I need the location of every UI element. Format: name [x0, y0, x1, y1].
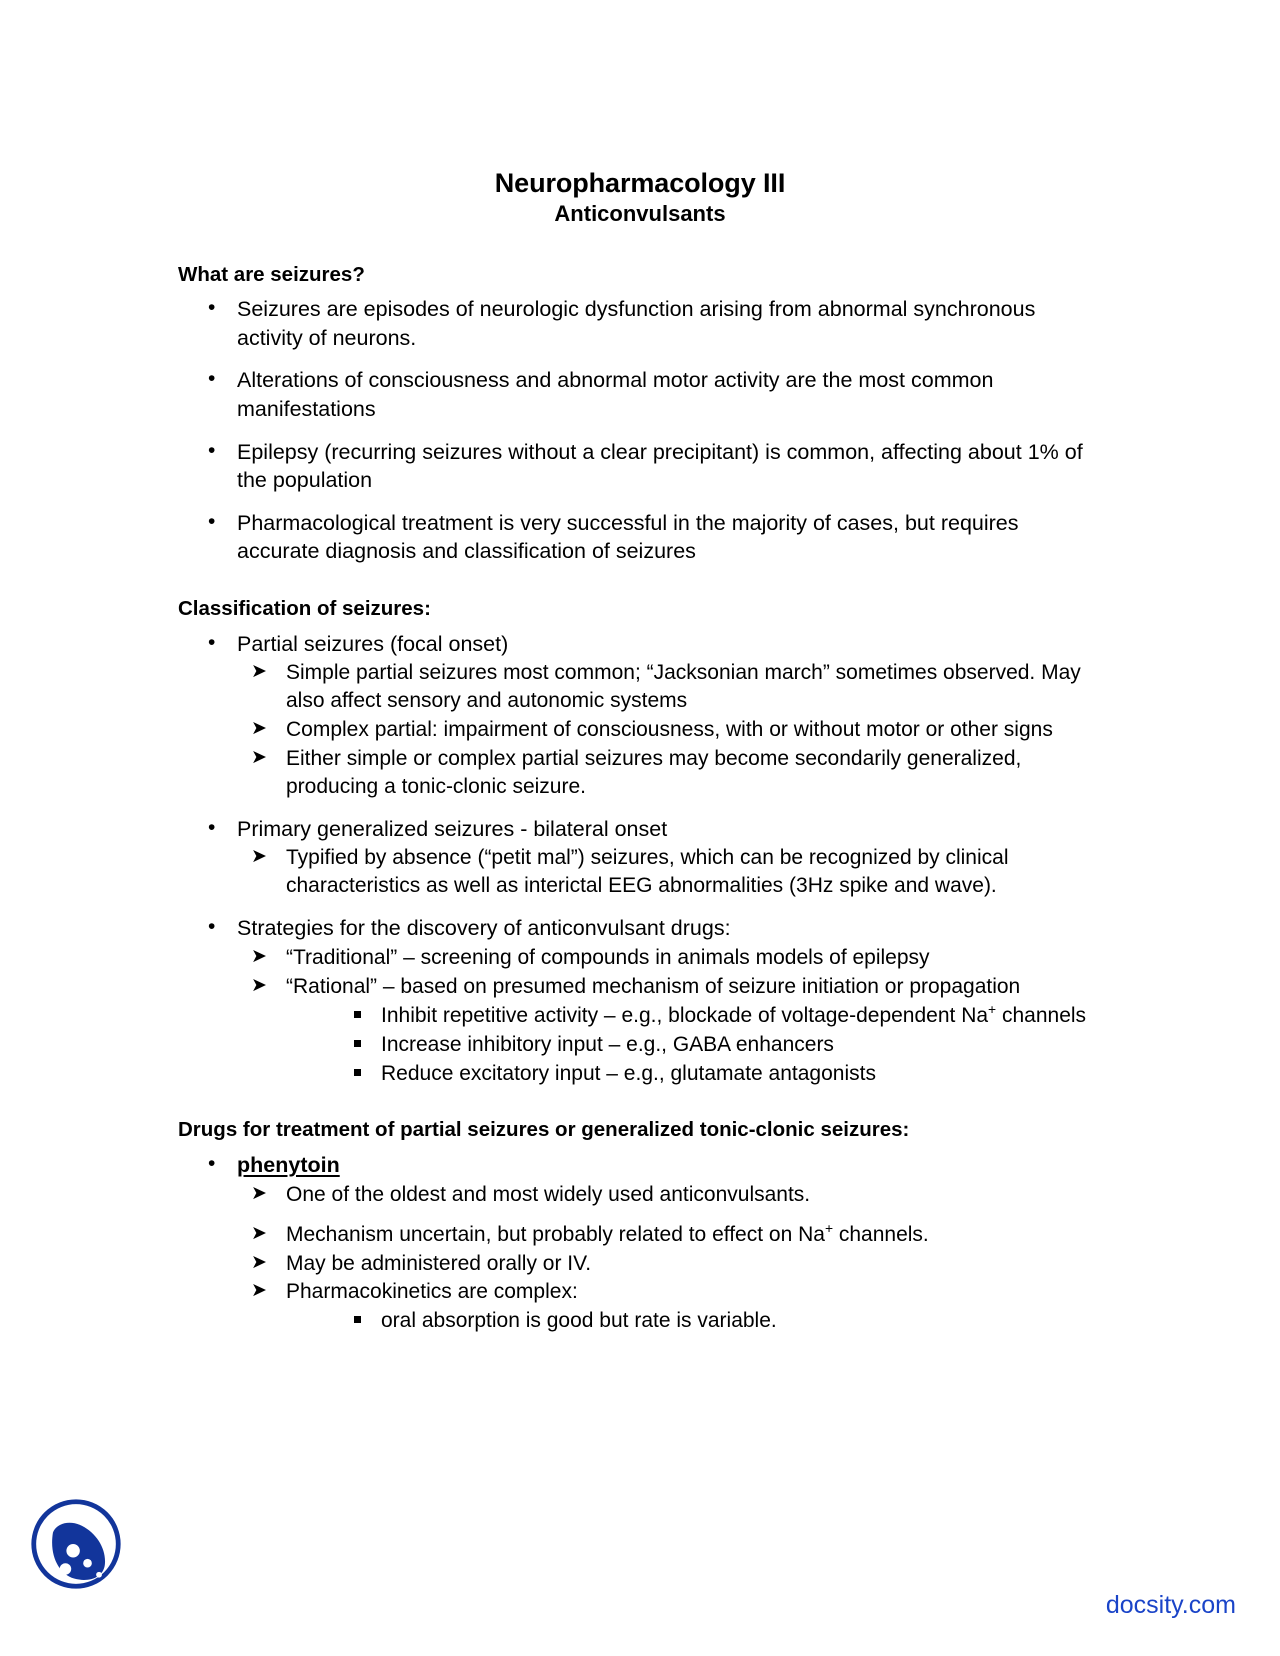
list-item: [286, 1060, 1100, 1088]
round-bullet-icon: •: [208, 296, 216, 320]
list-item: [286, 1031, 1100, 1059]
docsity-logo-icon: [28, 1496, 124, 1592]
arrow-bullet-icon: ➤: [251, 661, 267, 683]
round-bullet-icon: •: [208, 630, 216, 654]
page-title: Neuropharmacology III: [494, 168, 786, 198]
list-item-text: Pharmacological treatment is very successful in the majority of cases, but requires accurate diagnosis and classification of seizures: [237, 510, 1019, 564]
classification-list: [178, 630, 1100, 1088]
list-item-text: Epilepsy (recurring seizures without a clear precipitant) is common, affecting about 1% of the population: [237, 439, 1083, 493]
rational-mechanisms-list: [286, 1002, 1100, 1088]
round-bullet-icon: •: [208, 367, 216, 391]
list-item: [178, 438, 1100, 495]
list-item-text: Either simple or complex partial seizures may become secondarily generalized, producing a tonic-clonic seizure.: [286, 746, 1022, 798]
list-item: [237, 1278, 1100, 1335]
list-item-text: One of the oldest and most widely used anticonvulsants.: [286, 1182, 811, 1206]
list-item-text: Reduce excitatory input – e.g., glutamate antagonists: [381, 1061, 876, 1085]
round-bullet-icon: •: [208, 438, 216, 462]
arrow-bullet-icon: ➤: [251, 1222, 267, 1244]
round-bullet-icon: •: [208, 915, 216, 939]
page-footer: [0, 1446, 1280, 1656]
list-item-text: Seizures are episodes of neurologic dysfunction arising from abnormal synchronous activity of neurons.: [237, 297, 1036, 350]
section-heading-classification: Classification of seizures:: [178, 597, 431, 620]
arrow-bullet-icon: ➤: [251, 1280, 267, 1302]
arrow-bullet-icon: ➤: [251, 945, 267, 967]
list-item-text: Primary generalized seizures - bilateral onset: [237, 816, 668, 841]
round-bullet-icon: •: [208, 1152, 216, 1176]
round-bullet-icon: •: [208, 815, 216, 839]
drug-name-phenytoin: phenytoin: [237, 1153, 340, 1178]
section-heading-seizures: What are seizures?: [178, 262, 365, 286]
page-subtitle: Anticonvulsants: [554, 201, 726, 227]
arrow-bullet-icon: ➤: [251, 974, 267, 996]
list-item-text: Simple partial seizures most common; “Jacksonian march” sometimes observed. May also affect sensory and autonomic systems: [286, 661, 1081, 713]
list-item: [178, 1151, 1100, 1335]
list-item-text: Increase inhibitory input – e.g., GABA enhancers: [381, 1032, 834, 1056]
list-item: [286, 1307, 1100, 1335]
list-item-text: Alterations of consciousness and abnormal motor activity are the most common manifestations: [237, 368, 994, 422]
list-item-text: “Traditional” – screening of compounds in animals models of epilepsy: [286, 945, 930, 969]
list-item-text: oral absorption is good but rate is variable.: [381, 1309, 777, 1333]
list-item: [286, 1002, 1100, 1030]
round-bullet-icon: •: [208, 509, 216, 533]
list-item: [178, 630, 1100, 801]
arrow-bullet-icon: ➤: [251, 1182, 267, 1204]
list-item: [237, 1181, 1100, 1209]
list-item: [237, 973, 1100, 1088]
list-item: [178, 914, 1100, 1087]
drugs-list: [178, 1151, 1100, 1335]
list-item: [237, 1250, 1100, 1278]
seizures-bullet-list: [178, 295, 1100, 566]
list-item: [178, 295, 1100, 352]
arrow-bullet-icon: ➤: [251, 718, 267, 740]
list-item-text: May be administered orally or IV.: [286, 1251, 592, 1275]
section-heading-drugs: Drugs for treatment of partial seizures or generalized tonic-clonic seizures:: [178, 1118, 910, 1142]
document-content: [178, 262, 1100, 1336]
arrow-bullet-icon: ➤: [251, 746, 267, 768]
list-item: [237, 944, 1100, 972]
title-block: [0, 168, 1280, 228]
pharmacokinetics-list: [286, 1307, 1100, 1335]
arrow-bullet-icon: ➤: [251, 1251, 267, 1273]
list-item-text: Inhibit repetitive activity – e.g., blockade of voltage-dependent Na+ channels: [381, 1000, 1087, 1027]
list-item: [237, 745, 1100, 801]
square-bullet-icon: [354, 1040, 361, 1047]
docsity-brand-link[interactable]: docsity.com: [1105, 1591, 1236, 1619]
list-item: [237, 844, 1100, 900]
square-bullet-icon: [354, 1316, 361, 1323]
list-item-text: Typified by absence (“petit mal”) seizures, which can be recognized by clinical characteristics as well as interictal EEG abnormalities (3Hz spike and wave).: [286, 846, 1009, 898]
strategies-sublist: [237, 944, 1100, 1088]
list-item: [237, 716, 1100, 744]
list-item: [237, 1221, 1100, 1249]
list-item: [178, 815, 1100, 900]
arrow-bullet-icon: ➤: [251, 846, 267, 868]
partial-seizure-sublist: [237, 659, 1100, 801]
list-item-text: “Rational” – based on presumed mechanism of seizure initiation or propagation: [286, 974, 1021, 998]
square-bullet-icon: [354, 1069, 361, 1076]
list-item-text: Pharmacokinetics are complex:: [286, 1280, 578, 1304]
list-item: [237, 659, 1100, 715]
list-item-text: Mechanism uncertain, but probably related to effect on Na+ channels.: [286, 1219, 929, 1246]
generalized-seizure-sublist: [237, 844, 1100, 900]
list-item-text: Partial seizures (focal onset): [237, 631, 509, 656]
list-item: [178, 366, 1100, 423]
square-bullet-icon: [354, 1011, 361, 1018]
phenytoin-sublist: [237, 1181, 1100, 1336]
list-item-text: Strategies for the discovery of anticonvulsant drugs:: [237, 916, 731, 941]
list-item: [178, 509, 1100, 566]
list-item-text: Complex partial: impairment of consciousness, with or without motor or other signs: [286, 718, 1053, 742]
